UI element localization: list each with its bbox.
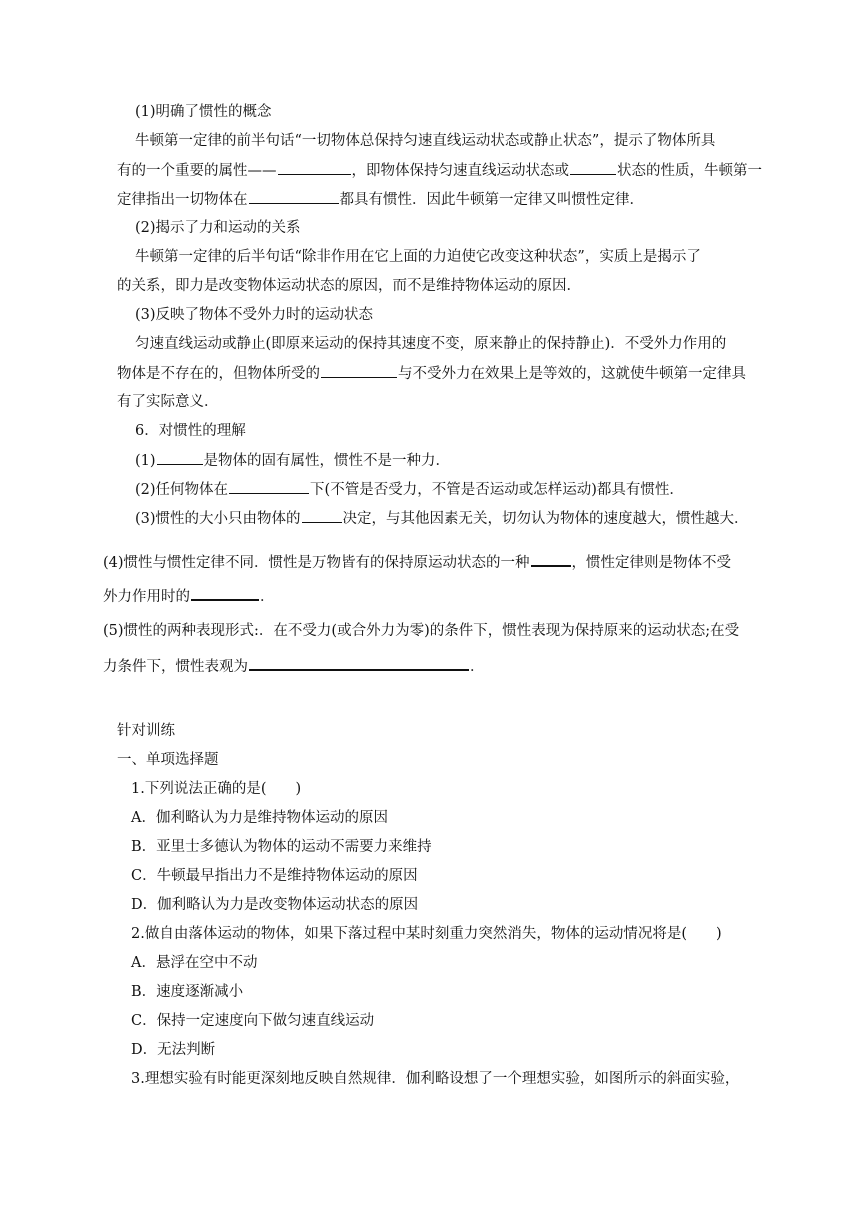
training-heading-text: 针对训练 bbox=[117, 723, 175, 739]
paragraph-line bbox=[135, 131, 715, 151]
item-text: ． bbox=[470, 659, 485, 675]
paragraph-text: 定律指出一切物体在 bbox=[117, 192, 248, 208]
section6-title bbox=[135, 421, 246, 441]
item-text: (4)惯性与惯性定律不同．惯性是万物皆有的保持原运动状态的一种 bbox=[103, 555, 530, 571]
option-text: A．悬浮在空中不动 bbox=[131, 955, 258, 971]
section6-item bbox=[103, 655, 485, 675]
question-option[interactable] bbox=[131, 837, 432, 857]
option-text: C．保持一定速度向下做匀速直线运动 bbox=[131, 1013, 375, 1029]
paragraph-text: ，即物体保持匀速直线运动状态或 bbox=[351, 163, 569, 179]
question-option[interactable] bbox=[131, 808, 388, 828]
item-text: ． bbox=[260, 589, 275, 605]
training-heading bbox=[117, 721, 175, 741]
item-text: (2)任何物体在 bbox=[135, 482, 229, 498]
paragraph-text: 牛顿第一定律的后半句话“除非作用在它上面的力迫使它改变这种状态”，实质上是揭示了 bbox=[135, 249, 701, 265]
item2-title-text: (2)揭示了力和运动的关系 bbox=[135, 220, 301, 236]
question-option[interactable] bbox=[131, 866, 418, 886]
option-text: B．速度逐渐减小 bbox=[131, 984, 244, 1000]
question-stem bbox=[131, 1069, 739, 1089]
paragraph-line bbox=[117, 189, 644, 209]
paragraph-text: 有了实际意义． bbox=[117, 394, 219, 410]
item2-title bbox=[135, 218, 301, 238]
question-stem bbox=[131, 779, 301, 799]
paragraph-text: 与不受外力在效果上是等效的，这就使牛顿第一定律具 bbox=[398, 366, 746, 382]
option-text: B．亚里士多德认为物体的运动不需要力来维持 bbox=[131, 839, 432, 855]
item-text: ，惯性定律则是物体不受 bbox=[571, 555, 732, 571]
fill-in-blank[interactable] bbox=[302, 508, 342, 523]
paragraph-text: 有的一个重要的属性—— bbox=[117, 163, 277, 179]
option-text: A．伽利略认为力是维持物体运动的原因 bbox=[131, 810, 388, 826]
paragraph-text: 牛顿第一定律的前半句话“一切物体总保持匀速直线运动状态或静止状态”，提示了物体所具 bbox=[135, 133, 716, 149]
item-text: (1) bbox=[135, 453, 156, 469]
question-stem-text: 2.做自由落体运动的物体，如果下落过程中某时刻重力突然消失，物体的运动情况将是( ) bbox=[131, 926, 722, 942]
section6-title-text: 6．对惯性的理解 bbox=[135, 423, 246, 439]
section6-item bbox=[135, 450, 450, 470]
fill-in-blank[interactable] bbox=[249, 655, 469, 671]
section6-item bbox=[103, 621, 739, 641]
question-option[interactable] bbox=[131, 982, 243, 1002]
paragraph-line bbox=[117, 363, 746, 383]
paragraph-line bbox=[117, 392, 219, 412]
section6-item bbox=[103, 585, 275, 605]
question-part-text: 一、单项选择题 bbox=[117, 752, 219, 768]
fill-in-blank[interactable] bbox=[570, 160, 616, 175]
item1-title-text: (1)明确了惯性的概念 bbox=[135, 104, 272, 120]
question-part-heading bbox=[117, 750, 219, 770]
item-text: 下(不管是否受力，不管是否运动或怎样运动)都具有惯性． bbox=[310, 482, 684, 498]
paragraph-line bbox=[135, 334, 726, 354]
item1-title bbox=[135, 102, 272, 122]
section6-item bbox=[135, 508, 749, 528]
fill-in-blank[interactable] bbox=[321, 363, 397, 378]
section6-item bbox=[103, 551, 731, 571]
paragraph-line bbox=[117, 160, 762, 180]
question-option[interactable] bbox=[131, 953, 257, 973]
item-text: 决定，与其他因素无关，切勿认为物体的速度越大，惯性越大． bbox=[342, 511, 749, 527]
fill-in-blank[interactable] bbox=[531, 551, 571, 567]
item3-title-text: (3)反映了物体不受外力时的运动状态 bbox=[135, 307, 374, 323]
paragraph-text: 的关系，即力是改变物体运动状态的原因，而不是维持物体运动的原因． bbox=[117, 278, 581, 294]
question-stem-text: 1.下列说法正确的是( ) bbox=[131, 781, 302, 797]
fill-in-blank[interactable] bbox=[229, 479, 309, 494]
paragraph-text: 匀速直线运动或静止(即原来运动的保持其速度不变，原来静止的保持静止)．不受外力作用的 bbox=[135, 336, 727, 352]
paragraph-line bbox=[117, 276, 581, 296]
question-option[interactable] bbox=[131, 1040, 215, 1060]
option-text: D．无法判断 bbox=[131, 1042, 216, 1058]
item-text: 是物体的固有属性，惯性不是一种力． bbox=[203, 453, 451, 469]
item-text: (5)惯性的两种表现形式:．在不受力(或合外力为零)的条件下，惯性表现为保持原来的运动状态;在受 bbox=[103, 623, 740, 639]
option-text: C．牛顿最早指出力不是维持物体运动的原因 bbox=[131, 868, 418, 884]
option-text: D．伽利略认为力是改变物体运动状态的原因 bbox=[131, 897, 419, 913]
question-stem-text: 3.理想实验有时能更深刻地反映自然规律．伽利略设想了一个理想实验，如图所示的斜面实验， bbox=[131, 1071, 740, 1087]
question-stem bbox=[131, 924, 722, 944]
section6-item bbox=[135, 479, 684, 499]
item-text: (3)惯性的大小只由物体的 bbox=[135, 511, 301, 527]
question-option[interactable] bbox=[131, 895, 418, 915]
fill-in-blank[interactable] bbox=[278, 160, 351, 175]
paragraph-text: 物体是不存在的，但物体所受的 bbox=[117, 366, 320, 382]
fill-in-blank[interactable] bbox=[157, 450, 203, 465]
paragraph-text: 都具有惯性．因此牛顿第一定律又叫惯性定律． bbox=[339, 192, 644, 208]
question-option[interactable] bbox=[131, 1011, 374, 1031]
paragraph-line bbox=[135, 247, 701, 267]
item3-title bbox=[135, 305, 373, 325]
paragraph-text: 状态的性质，牛顿第一 bbox=[617, 163, 762, 179]
fill-in-blank[interactable] bbox=[249, 189, 339, 204]
fill-in-blank[interactable] bbox=[191, 585, 259, 601]
item-text: 外力作用时的 bbox=[103, 589, 190, 605]
item-text: 力条件下，惯性表观为 bbox=[103, 659, 248, 675]
